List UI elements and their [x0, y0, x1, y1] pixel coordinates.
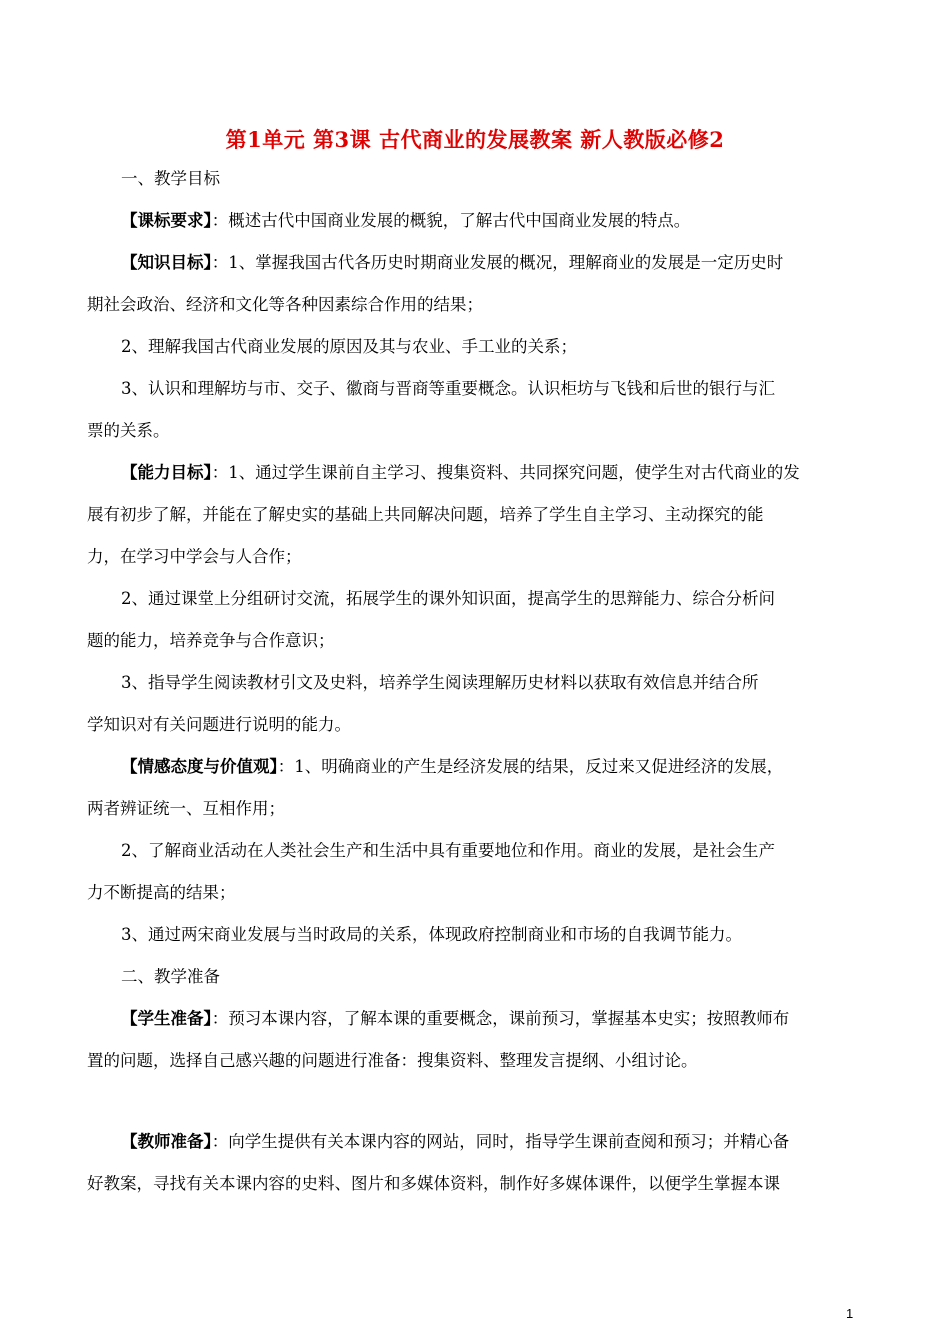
line-text: 置的问题，选择自己感兴趣的问题进行准备：搜集资料、整理发言提纲、小组讨论。 — [87, 1051, 698, 1070]
paragraph-line — [87, 1173, 867, 1195]
line-text: ：1、通过学生课前自主学习、搜集资料、共同探究问题，使学生对古代商业的发 — [211, 463, 800, 482]
line-text: 题的能力，培养竞争与合作意识； — [87, 631, 335, 650]
paragraph-line — [121, 840, 867, 862]
paragraph-line — [87, 630, 867, 652]
paragraph-line — [121, 210, 867, 232]
line-text: 2、了解商业活动在人类社会生产和生活中具有重要地位和作用。商业的发展，是社会生产 — [121, 841, 775, 860]
line-text: 一、教学目标 — [121, 169, 220, 188]
section-label: 【课标要求】 — [121, 211, 212, 230]
paragraph-line — [87, 882, 867, 904]
line-text: 2、理解我国古代商业发展的原因及其与农业、手工业的关系； — [121, 337, 577, 356]
line-text: ：预习本课内容，了解本课的重要概念，课前预习，掌握基本史实；按照教师布 — [211, 1009, 790, 1028]
line-text: 期社会政治、经济和文化等各种因素综合作用的结果； — [87, 295, 483, 314]
section-label: 【学生准备】 — [121, 1009, 212, 1028]
paragraph-line — [121, 462, 867, 484]
paragraph-line — [87, 420, 867, 442]
line-text: 3、指导学生阅读教材引文及史料，培养学生阅读理解历史材料以获取有效信息并结合所 — [121, 673, 759, 692]
paragraph-line — [121, 672, 867, 694]
line-text: 3、通过两宋商业发展与当时政局的关系，体现政府控制商业和市场的自我调节能力。 — [121, 925, 742, 944]
paragraph-line — [87, 798, 867, 820]
line-text: ：1、明确商业的产生是经济发展的结果，反过来又促进经济的发展， — [277, 757, 784, 776]
paragraph-line — [121, 756, 867, 778]
line-text: 力不断提高的结果； — [87, 883, 236, 902]
paragraph-line — [121, 252, 867, 274]
line-text: 学知识对有关问题进行说明的能力。 — [87, 715, 351, 734]
section-label: 【教师准备】 — [121, 1132, 212, 1151]
paragraph-line — [121, 588, 867, 610]
paragraph-line — [121, 336, 867, 358]
paragraph-line — [87, 294, 867, 316]
section-label: 【情感态度与价值观】 — [121, 757, 278, 776]
line-text: 展有初步了解，并能在了解史实的基础上共同解决问题，培养了学生自主学习、主动探究的能 — [87, 505, 764, 524]
page-number: 1 — [846, 1306, 854, 1321]
line-text: 好教案，寻找有关本课内容的史料、图片和多媒体资料，制作好多媒体课件，以便学生掌握本课 — [87, 1174, 780, 1193]
line-text: 票的关系。 — [87, 421, 170, 440]
paragraph-line — [121, 378, 867, 400]
line-text: 二、教学准备 — [121, 967, 220, 986]
line-text: 力，在学习中学会与人合作； — [87, 547, 302, 566]
paragraph-line — [87, 714, 867, 736]
paragraph-line — [87, 504, 867, 526]
paragraph-line — [121, 168, 867, 190]
paragraph-line — [87, 1050, 867, 1072]
paragraph-line — [121, 966, 867, 988]
paragraph-line — [121, 1131, 867, 1153]
paragraph-line — [87, 546, 867, 568]
paragraph-line — [121, 924, 867, 946]
section-label: 【知识目标】 — [121, 253, 212, 272]
document-title: 第1单元 第3课 古代商业的发展教案 新人教版必修2 — [225, 127, 725, 152]
line-text: 两者辨证统一、互相作用； — [87, 799, 285, 818]
line-text: 2、通过课堂上分组研讨交流，拓展学生的课外知识面，提高学生的思辩能力、综合分析问 — [121, 589, 775, 608]
line-text: 3、认识和理解坊与市、交子、徽商与晋商等重要概念。认识柜坊与飞钱和后世的银行与汇 — [121, 379, 775, 398]
line-text: ：向学生提供有关本课内容的网站，同时，指导学生课前查阅和预习；并精心备 — [211, 1132, 790, 1151]
line-text: ：概述古代中国商业发展的概貌，了解古代中国商业发展的特点。 — [211, 211, 691, 230]
paragraph-line — [121, 1008, 867, 1030]
section-label: 【能力目标】 — [121, 463, 212, 482]
line-text: ：1、掌握我国古代各历史时期商业发展的概况，理解商业的发展是一定历史时 — [211, 253, 784, 272]
